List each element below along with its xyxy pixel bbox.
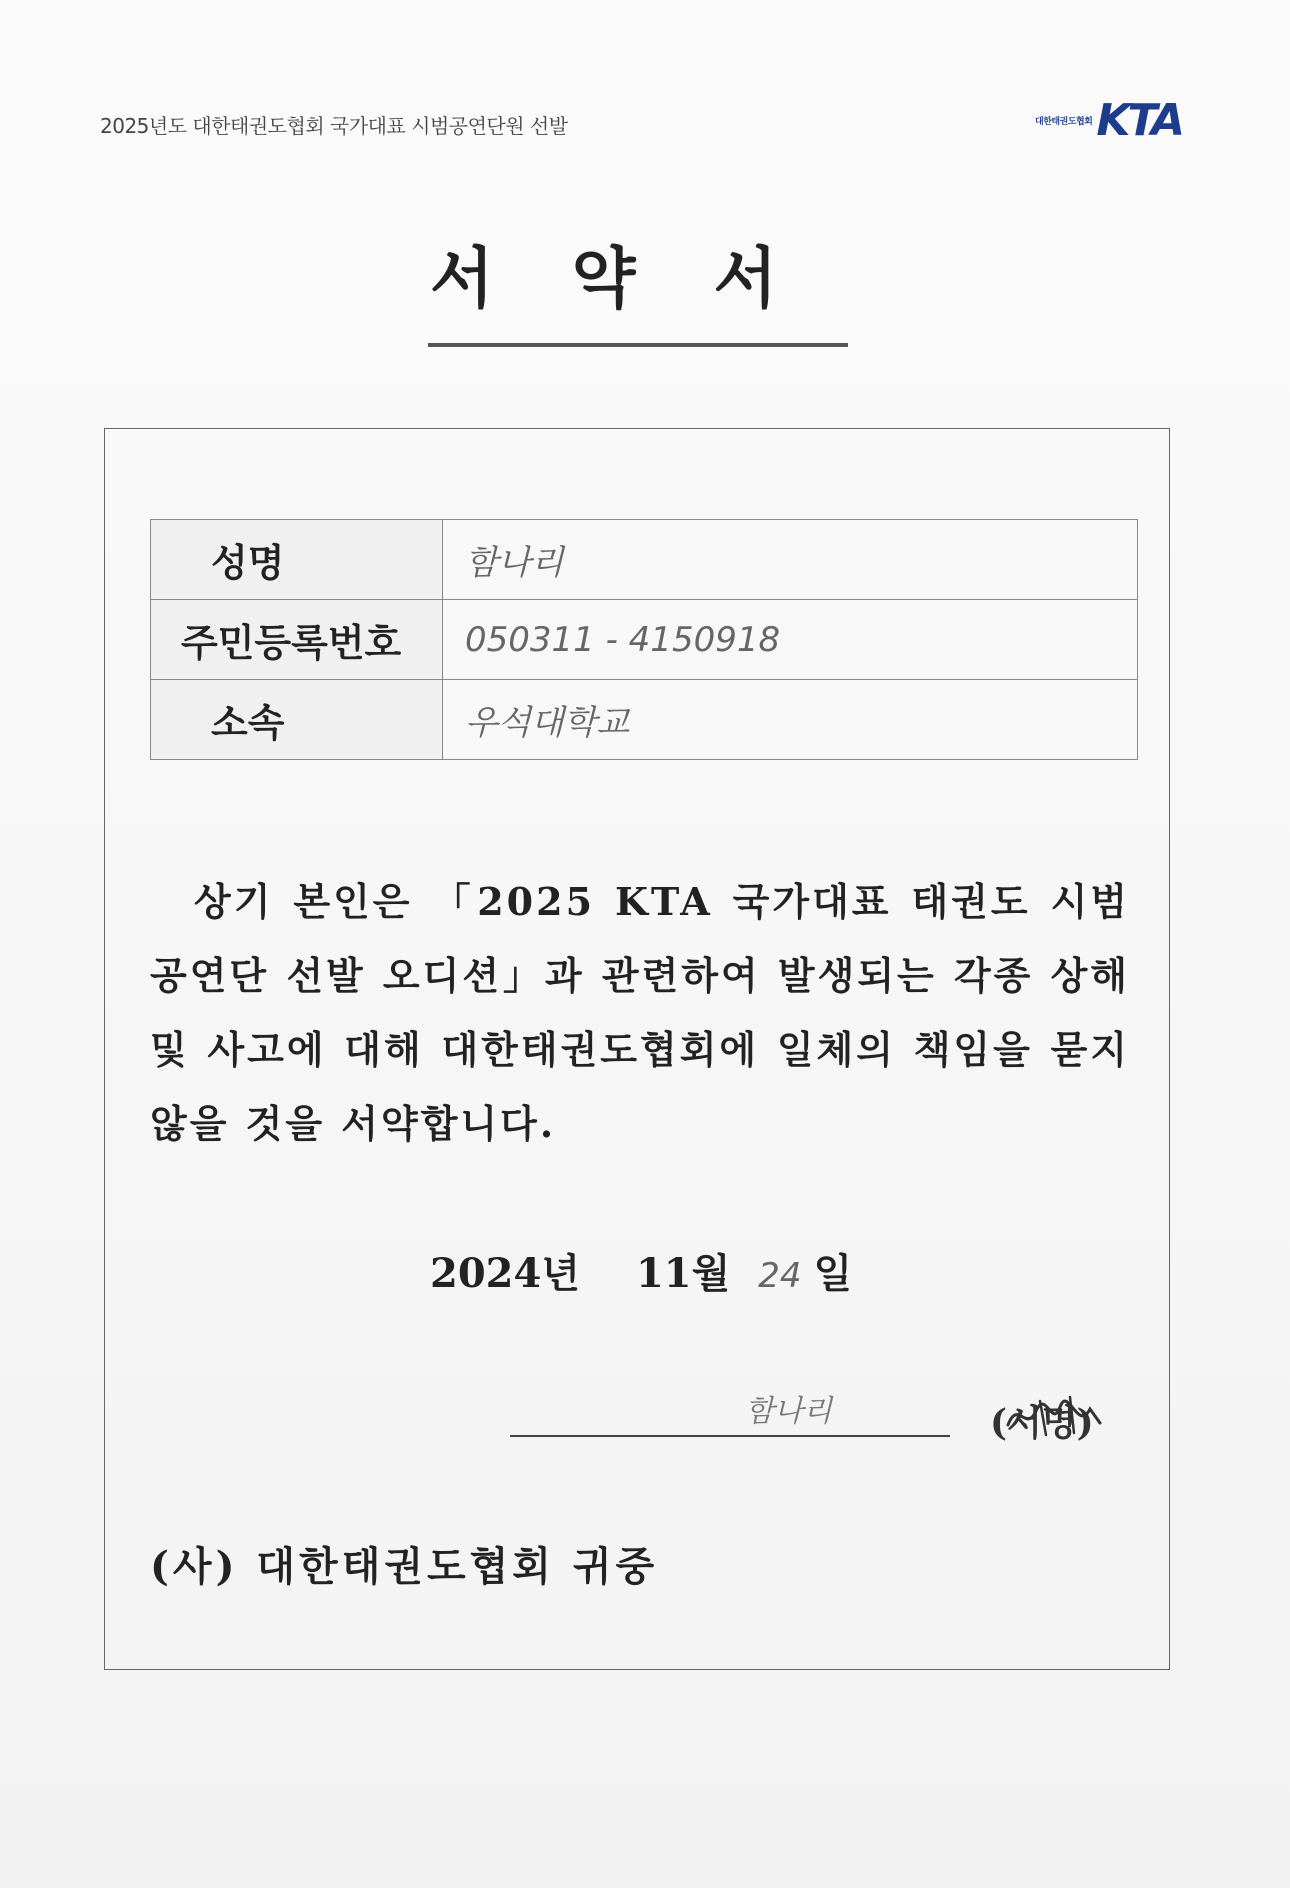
document-title: 서약서	[430, 239, 856, 317]
date-day-suffix: 일	[813, 1250, 853, 1297]
pledge-body	[150, 865, 1130, 1161]
logo-small-text: 대한태권도협회	[1035, 116, 1093, 127]
kta-logo	[1035, 95, 1182, 145]
logo-kta-text: KTA	[1096, 94, 1183, 146]
header-text: 2025년도 대한태권도협회 국가대표 시범공연단원 선발	[100, 114, 568, 138]
date-line	[430, 1242, 852, 1299]
table-row	[151, 600, 1138, 680]
date-month: 11월	[635, 1250, 731, 1297]
id-number-value: 050311 - 4150918	[443, 600, 1138, 680]
title-underline	[428, 343, 848, 347]
addressee: (사) 대한태권도협회 귀중	[150, 1543, 659, 1590]
pledge-text: 상기 본인은 「2025 KTA 국가대표 태권도 시범공연단 선발 오디션」과 관련하여 발생되는 각종 상해 및 사고에 대해 대한태권도협회에 일체의 책임을 묻지 않을 것을 서약합니다.	[150, 879, 1130, 1146]
table-row	[151, 520, 1138, 600]
date-year: 2024년	[430, 1250, 580, 1297]
name-value: 함나리	[443, 520, 1138, 600]
info-table	[150, 519, 1138, 760]
signature-line	[510, 1435, 950, 1437]
id-number-label: 주민등록번호	[151, 600, 443, 680]
signature-seal	[990, 1395, 1094, 1446]
date-day-value: 24	[758, 1256, 802, 1296]
seal-label: (서명)	[990, 1402, 1094, 1444]
affiliation-value: 우석대학교	[443, 680, 1138, 760]
name-label: 성명	[151, 520, 443, 600]
table-row	[151, 680, 1138, 760]
affiliation-label: 소속	[151, 680, 443, 760]
handwritten-signature-icon	[1000, 1389, 1110, 1445]
signature-name: 함나리	[745, 1394, 832, 1429]
